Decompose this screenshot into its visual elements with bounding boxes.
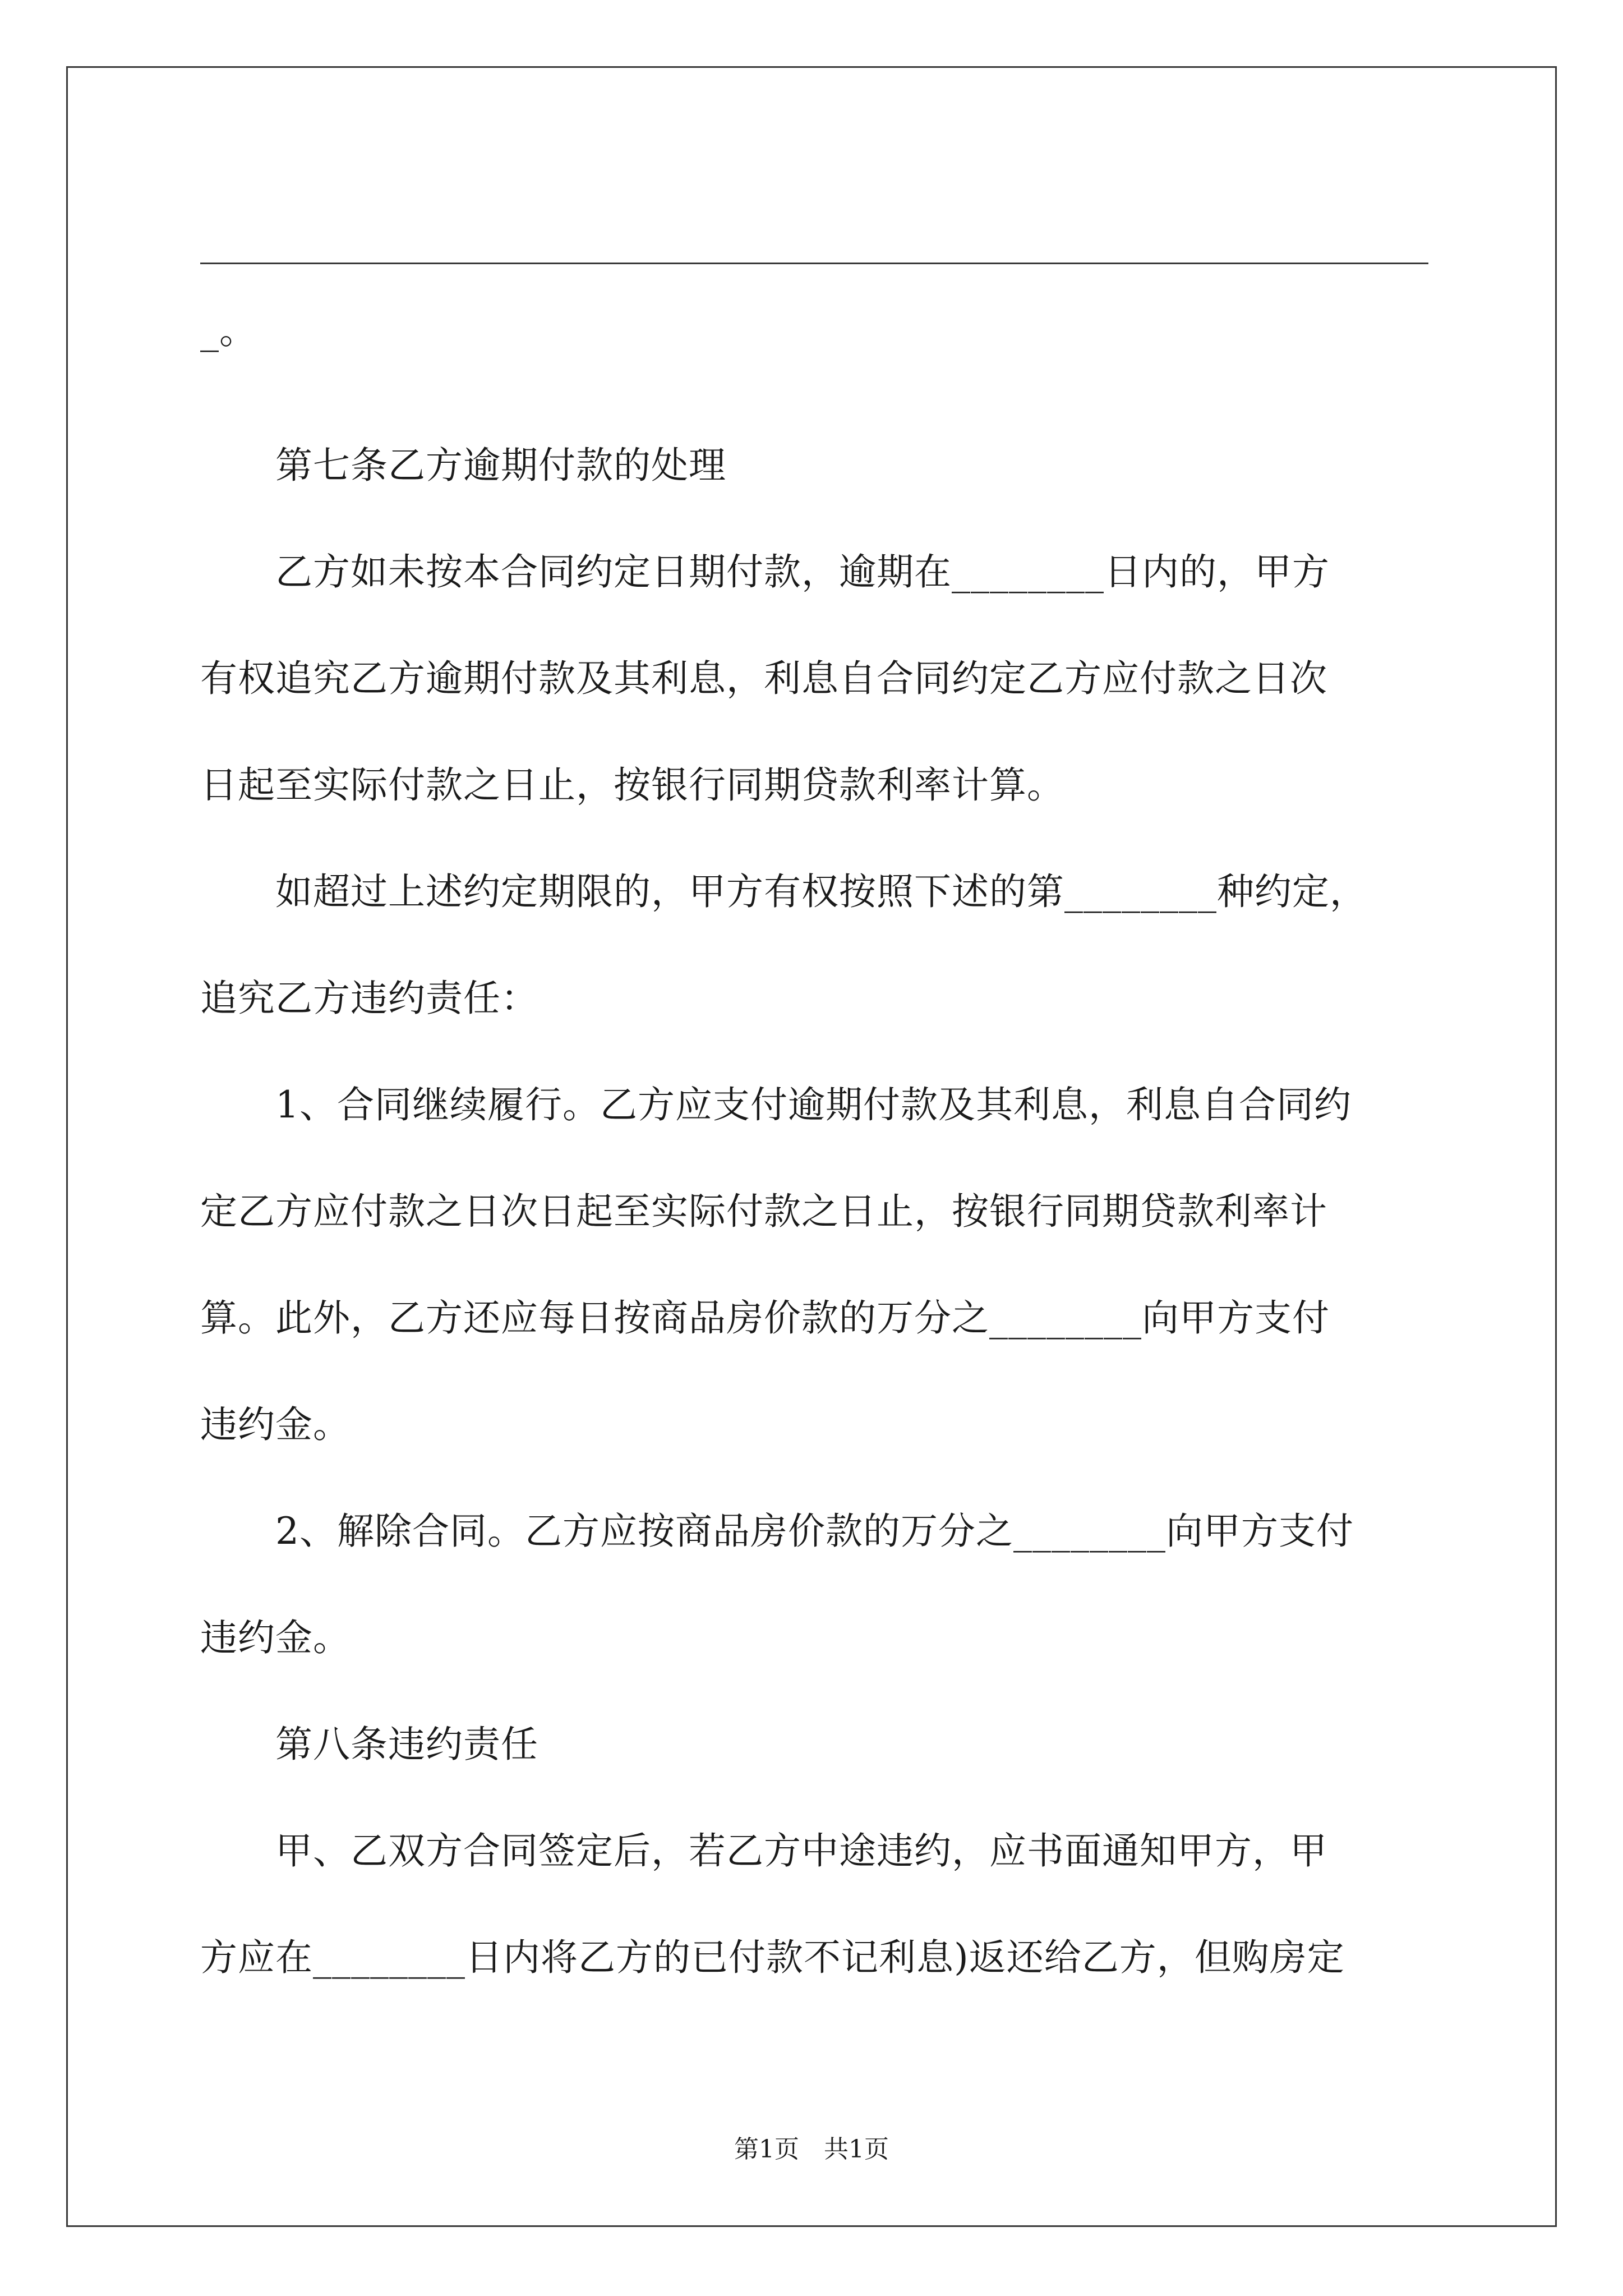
text-line: 日起至实际付款之日止，按银行同期贷款利率计算。 bbox=[200, 763, 1064, 807]
text-line: 违约金。 bbox=[200, 1616, 351, 1659]
page-footer: 第1页 共1页 bbox=[734, 2135, 889, 2164]
text-line: 算。此外，乙方还应每日按商品房价款的万分之________向甲方支付 bbox=[200, 1296, 1330, 1340]
text-line: 定乙方应付款之日次日起至实际付款之日止，按银行同期贷款利率计 bbox=[200, 1190, 1327, 1233]
section-heading: 第七条乙方逾期付款的处理 bbox=[275, 444, 726, 487]
text-line: 追究乙方违约责任： bbox=[200, 977, 538, 1020]
page-frame bbox=[66, 66, 1557, 2227]
text-line: _。 bbox=[200, 309, 257, 352]
text-line: 如超过上述约定期限的，甲方有权按照下述的第________种约定， bbox=[275, 870, 1367, 913]
text-line: 2、解除合同。乙方应按商品房价款的万分之________向甲方支付 bbox=[275, 1510, 1354, 1553]
text-line: 1、合同继续履行。乙方应支付逾期付款及其利息，利息自合同约 bbox=[275, 1083, 1352, 1126]
text-line: 有权追究乙方逾期付款及其利息，利息自合同约定乙方应付款之日次 bbox=[200, 657, 1327, 700]
text-line: 乙方如未按本合同约定日期付款，逾期在________日内的，甲方 bbox=[275, 550, 1330, 593]
text-line: 违约金。 bbox=[200, 1403, 351, 1446]
text-line: 方应在________日内将乙方的已付款不记利息)返还给乙方，但购房定 bbox=[200, 1936, 1345, 1979]
text-line: 甲、乙双方合同签定后，若乙方中途违约，应书面通知甲方，甲 bbox=[275, 1829, 1327, 1872]
section-heading: 第八条违约责任 bbox=[275, 1723, 538, 1766]
blank-underline-rule bbox=[200, 263, 1428, 264]
